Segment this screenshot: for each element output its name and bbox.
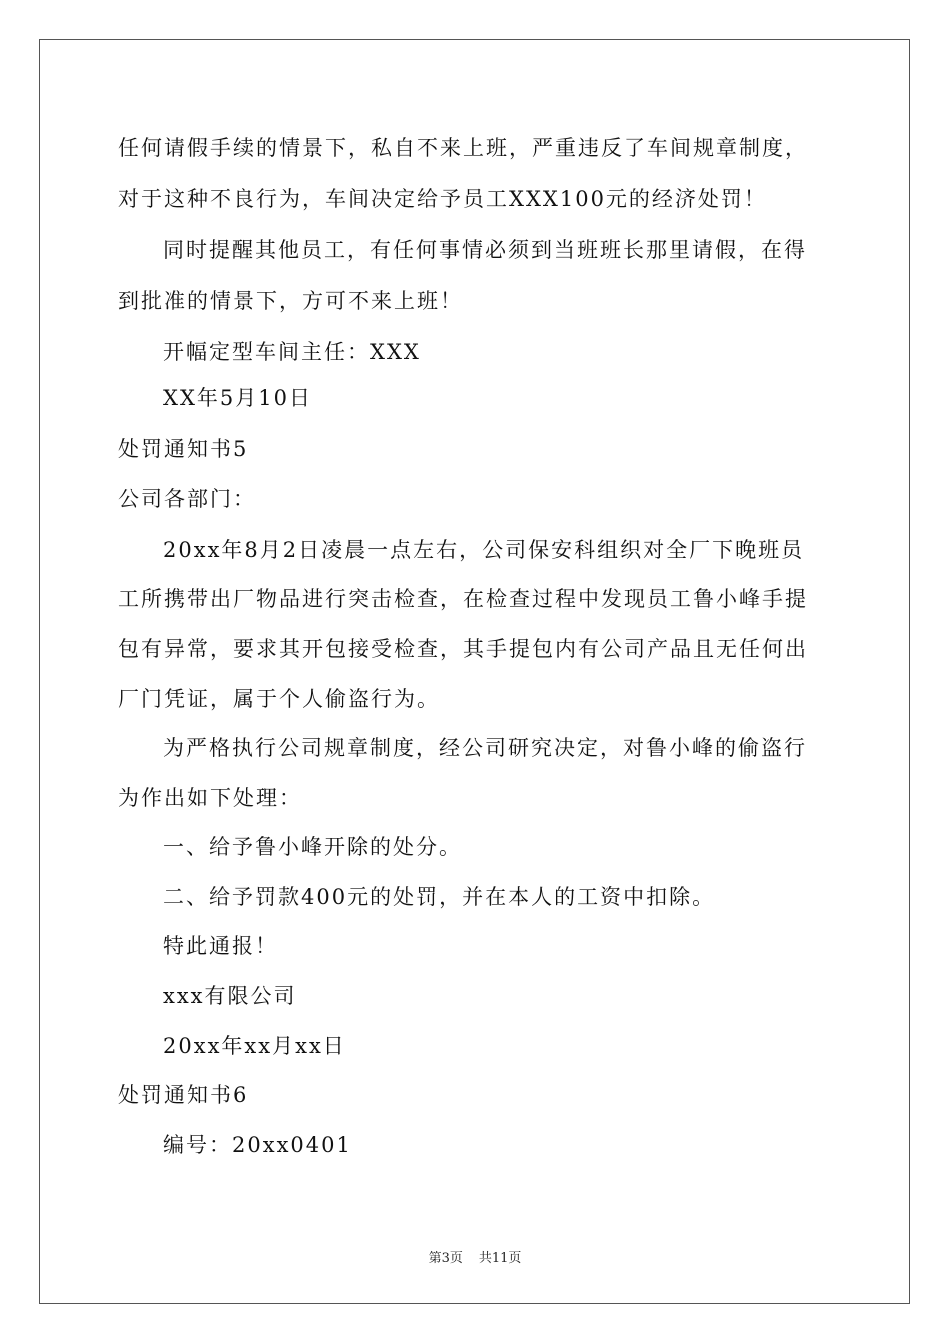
date-line: 20xx年xx月xx日 — [163, 1034, 346, 1058]
section-heading: 处罚通知书6 — [118, 1083, 249, 1107]
paragraph-line: 工所携带出厂物品进行突击检查，在检查过程中发现员工鲁小峰手提 — [118, 587, 808, 611]
section-heading: 处罚通知书5 — [118, 437, 249, 461]
paragraph-line: 任何请假手续的情景下，私自不来上班，严重违反了车间规章制度， — [118, 136, 808, 160]
paragraph-line: 为作出如下处理： — [118, 786, 302, 810]
paragraph-line: 到批准的情景下，方可不来上班！ — [118, 289, 463, 313]
document-number: 编号：20xx0401 — [163, 1133, 352, 1157]
page-footer — [0, 1247, 950, 1266]
date-line: XX年5月10日 — [163, 386, 312, 410]
signature-line: 开幅定型车间主任：XXX — [163, 340, 421, 364]
page-total: 共11页 — [478, 1251, 522, 1266]
paragraph-line: 对于这种不良行为，车间决定给予员工XXX100元的经济处罚！ — [118, 187, 767, 211]
page-frame — [39, 39, 910, 1304]
paragraph-line: 为严格执行公司规章制度，经公司研究决定，对鲁小峰的偷盗行 — [163, 736, 807, 760]
list-item: 二、给予罚款400元的处罚，并在本人的工资中扣除。 — [163, 885, 716, 909]
paragraph-line: 同时提醒其他员工，有任何事情必须到当班班长那里请假，在得 — [163, 238, 807, 262]
signature-line: xxx有限公司 — [163, 984, 297, 1008]
paragraph-line: 包有异常，要求其开包接受检查，其手提包内有公司产品且无任何出 — [118, 637, 808, 661]
salutation: 公司各部门： — [118, 487, 256, 511]
paragraph-line: 厂门凭证，属于个人偷盗行为。 — [118, 687, 440, 711]
list-item: 一、给予鲁小峰开除的处分。 — [163, 835, 462, 859]
paragraph-line: 20xx年8月2日凌晨一点左右，公司保安科组织对全厂下晚班员 — [163, 538, 805, 562]
page-number: 第3页 — [428, 1251, 463, 1266]
closing-line: 特此通报！ — [163, 934, 278, 958]
